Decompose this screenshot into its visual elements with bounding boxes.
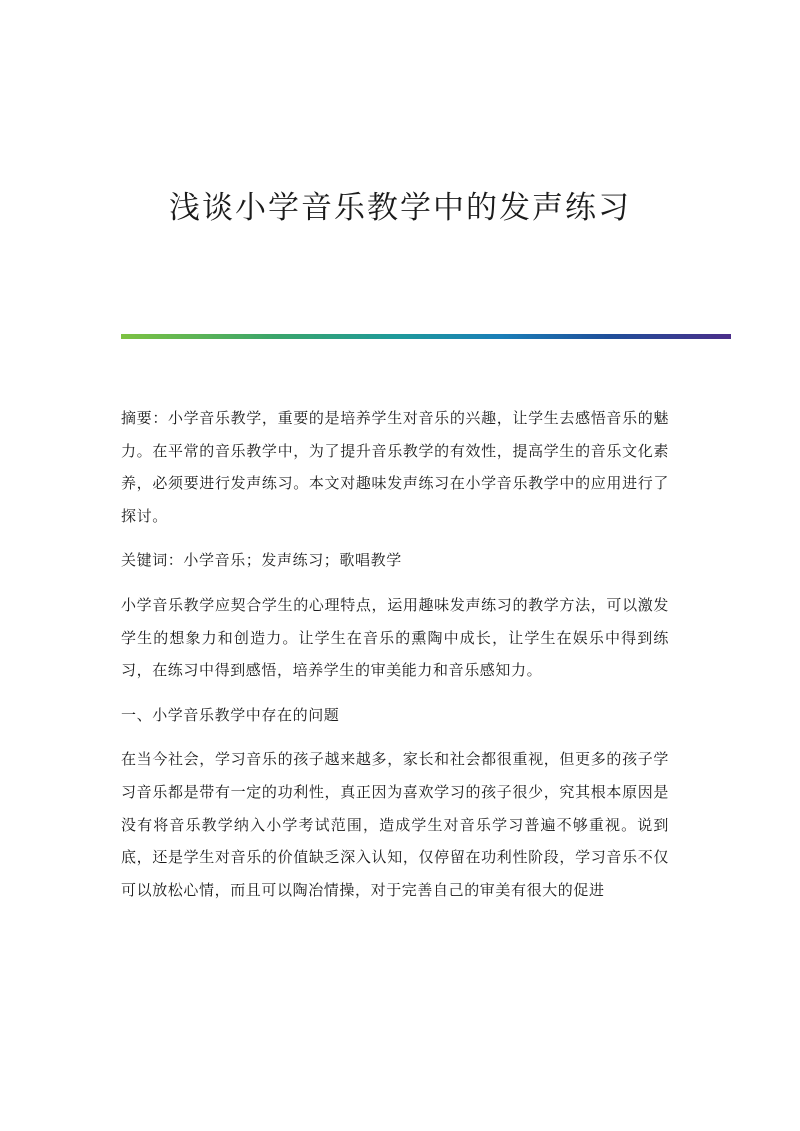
- keywords-line: 关键词：小学音乐；发声练习；歌唱教学: [121, 551, 402, 570]
- intro-paragraph: 小学音乐教学应契合学生的心理特点，运用趣味发声练习的教学方法，可以激发学生的想象力和创造力。让学生在音乐的熏陶中成长，让学生在娱乐中得到练习，在练习中得到感悟，培养学生的审美能力和音乐感知力。: [121, 595, 669, 680]
- document-body: [121, 402, 669, 918]
- abstract-paragraph: 摘要：小学音乐教学，重要的是培养学生对音乐的兴趣，让学生去感悟音乐的魅力。在平常的音乐教学中，为了提升音乐教学的有效性，提高学生的音乐文化素养，必须要进行发声练习。本文对趣味发声练习在小学音乐教学中的应用进行了探讨。: [121, 409, 669, 525]
- section-paragraph: 在当今社会，学习音乐的孩子越来越多，家长和社会都很重视，但更多的孩子学习音乐都是带有一定的功利性，真正因为喜欢学习的孩子很少，究其根本原因是没有将音乐教学纳入小学考试范围，造成学生对音乐学习普遍不够重视。说到底，还是学生对音乐的价值缺乏深入认知，仅停留在功利性阶段，学习音乐不仅可以放松心情，而且可以陶冶情操，对于完善自己的审美有很大的促进: [121, 750, 669, 899]
- section-heading: 一、小学音乐教学中存在的问题: [121, 705, 340, 724]
- document-title: 浅谈小学音乐教学中的发声练习: [169, 190, 631, 226]
- title-divider: [121, 334, 731, 339]
